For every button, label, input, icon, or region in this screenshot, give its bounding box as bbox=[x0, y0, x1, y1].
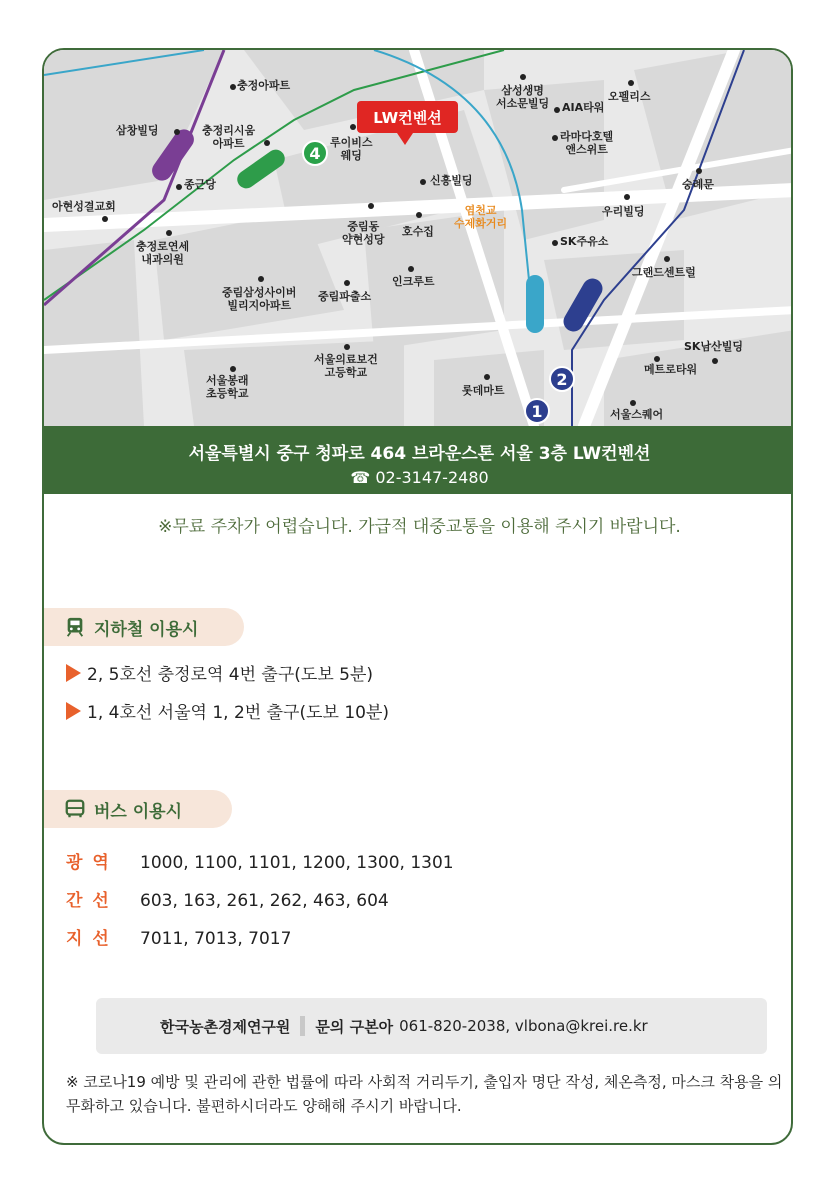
map-label: 삼성생명 서소문빌딩 bbox=[496, 84, 550, 110]
parking-notice: ※무료 주차가 어렵습니다. 가급적 대중교통을 이용해 주시기 바랍니다. bbox=[158, 517, 681, 537]
train-icon bbox=[64, 616, 86, 638]
contact-person: 문의 구본아 bbox=[315, 1017, 394, 1036]
phone-text[interactable]: ☎ 02-3147-2480 bbox=[350, 468, 489, 487]
map-label: SK주유소 bbox=[560, 235, 609, 248]
map-label: 숭례문 bbox=[682, 178, 714, 191]
triangle-bullet-icon bbox=[66, 664, 81, 682]
map-label: 중림파출소 bbox=[318, 290, 372, 303]
map-label: 삼창빌딩 bbox=[116, 124, 159, 137]
bus-numbers: 1000, 1100, 1101, 1200, 1300, 1301 bbox=[140, 853, 454, 873]
subway-route-text: 1, 4호선 서울역 1, 2번 출구(도보 10분) bbox=[87, 703, 390, 723]
map-label: 서울봉래 초등학교 bbox=[206, 374, 249, 400]
map-label: 서울스퀘어 bbox=[610, 408, 664, 421]
bus-row bbox=[66, 848, 454, 873]
subway-section-header bbox=[44, 608, 244, 646]
line-label-seoul-sky bbox=[526, 275, 544, 333]
covid-footnote: ※ 코로나19 예방 및 관리에 관한 법률에 따라 사회적 거리두기, 출입자 명단 작성, 체온측정, 마스크 착용을 의무화하고 있습니다. 불편하시더라도 양해해 주시기 바랍니다. bbox=[66, 1073, 783, 1115]
contact-box bbox=[96, 998, 767, 1054]
exit-4-badge: 4 bbox=[302, 140, 328, 166]
exit-2-badge: 2 bbox=[549, 366, 575, 392]
subway-title: 지하철 이용시 bbox=[94, 619, 199, 640]
map-label: AIA타워 bbox=[562, 101, 605, 114]
contact-info[interactable]: 061-820-2038, vlbona@krei.re.kr bbox=[399, 1017, 648, 1035]
map-label: 충정리시움 아파트 bbox=[202, 124, 256, 150]
map-label: 오펠리스 bbox=[608, 90, 651, 103]
map-label: 호수집 bbox=[402, 225, 434, 238]
bus-type-label: 광 역 bbox=[66, 853, 111, 873]
map-label: 그랜드센트럴 bbox=[632, 266, 696, 279]
address-text: 서울특별시 중구 청파로 464 브라운스톤 서울 3층 LW컨벤션 bbox=[188, 444, 651, 464]
location-map[interactable] bbox=[44, 50, 793, 426]
bus-numbers: 7011, 7013, 7017 bbox=[140, 929, 292, 949]
map-label: 충정아파트 bbox=[237, 79, 291, 92]
bus-type-label: 지 선 bbox=[66, 929, 111, 949]
map-label: 종근당 bbox=[184, 178, 216, 191]
map-label: 롯데마트 bbox=[462, 384, 505, 397]
map-label: 중림삼성사이버 빌리지아파트 bbox=[222, 286, 297, 312]
map-label: SK남산빌딩 bbox=[684, 340, 743, 353]
bus-section-header bbox=[44, 790, 232, 828]
map-label: 중림동 약현성당 bbox=[342, 220, 385, 246]
map-label: 충정로연세 내과의원 bbox=[136, 240, 190, 266]
map-label: 신흥빌딩 bbox=[430, 174, 473, 187]
map-label: 서울의료보건 고등학교 bbox=[314, 353, 378, 379]
map-label: 라마다호텔 앤스위트 bbox=[560, 130, 614, 156]
info-card bbox=[42, 48, 793, 1145]
bus-row bbox=[66, 924, 291, 949]
map-label: 메트로타워 bbox=[644, 363, 698, 376]
divider bbox=[300, 1016, 305, 1036]
address-bar bbox=[44, 426, 793, 494]
bus-row bbox=[66, 886, 389, 911]
map-label: 염천교 수제화거리 bbox=[454, 204, 508, 230]
subway-route bbox=[66, 698, 389, 723]
org-name: 한국농촌경제연구원 bbox=[160, 1017, 291, 1036]
exit-1-badge: 1 bbox=[524, 398, 550, 424]
bus-icon bbox=[64, 798, 86, 820]
bus-type-label: 간 선 bbox=[66, 891, 111, 911]
subway-route-text: 2, 5호선 충정로역 4번 출구(도보 5분) bbox=[87, 665, 374, 685]
map-label: 우리빌딩 bbox=[602, 205, 645, 218]
map-label: 루이비스 웨딩 bbox=[330, 136, 373, 162]
map-label: 인크루트 bbox=[392, 275, 435, 288]
subway-route bbox=[66, 660, 373, 685]
bus-numbers: 603, 163, 261, 262, 463, 604 bbox=[140, 891, 389, 911]
triangle-bullet-icon bbox=[66, 702, 81, 720]
bus-title: 버스 이용시 bbox=[94, 801, 183, 822]
venue-marker: LW컨벤션 bbox=[357, 101, 458, 133]
map-label: 아현성결교회 bbox=[52, 200, 116, 213]
